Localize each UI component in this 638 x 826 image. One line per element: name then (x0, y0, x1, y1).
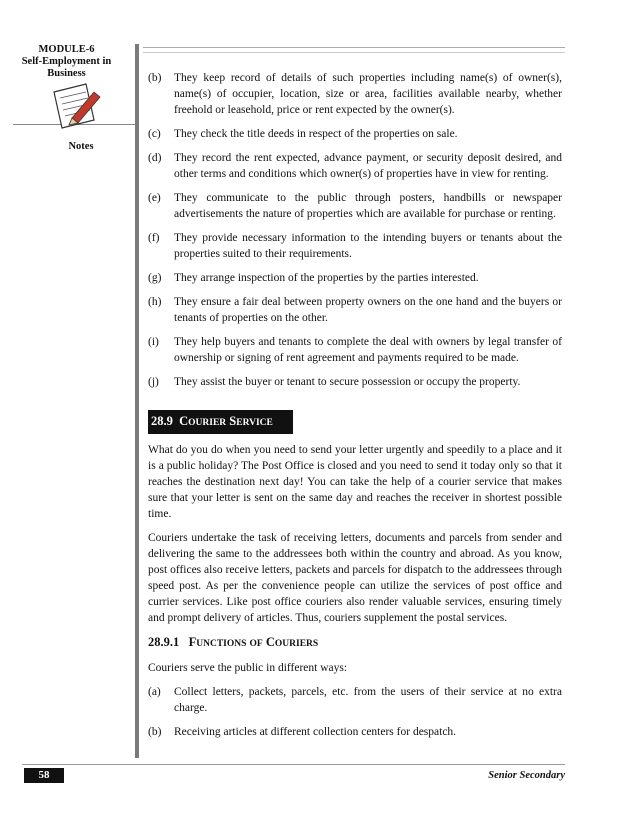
paragraph: What do you do when you need to send your letter urgently and speedily to a place and it is a public holiday? The Post Office is closed and you need to send it today only so that it reaches the destination next day! You can take the help of a courier service that makes sure that your letter is sent on the same day and reaches the receiver in shortest possible time. (148, 444, 562, 520)
section-heading: 28.9 COURIER SERVICE (148, 410, 293, 434)
paragraph: Couriers undertake the task of receiving letters, documents and parcels from sender and delivering the same to the addressees both within the country and abroad. As you know, post offices also receive letters, packets and parcels for dispatch to the addressees through speed post. As per the convenience people can utilize the services of post office and currier services. Like post office couriers also render valuable services, ensuring timely and prompt delivery of articles. Thus, couriers supplement the postal services. (148, 532, 562, 624)
subsection-heading: 28.9.1 FUNCTIONS OF COURIERS (148, 635, 319, 649)
list-item: (b) They keep record of details of such properties including name(s) of owner(s), name(s) of occupier, location, size or area, facilities available nearby, whether freehold or leasehold, price or rent expected by the owner(s). (148, 72, 562, 116)
list-item: (a) Collect letters, packets, parcels, etc. from the users of their service at no extra charge. (148, 686, 562, 714)
notes-label: Notes (68, 141, 94, 152)
list-item: (g) They arrange inspection of the properties by the parties interested. (148, 272, 479, 284)
notepad-pencil-icon (50, 82, 104, 132)
page-number: 58 (24, 768, 64, 783)
list-item: (d) They record the rent expected, advance payment, or security deposit desired, and other terms and conditions which owner(s) of properties have in view for renting. (148, 152, 562, 180)
list-item: (h) They ensure a fair deal between property owners on the one hand and the buyers or tenants of properties on the other. (148, 296, 562, 324)
header-rule (143, 47, 565, 48)
list-item: (b) Receiving articles at different collection centers for despatch. (148, 726, 457, 738)
list-item: (j) They assist the buyer or tenant to secure possession or occupy the property. (148, 376, 521, 388)
sidebar (0, 0, 135, 760)
header-rule-inner (143, 52, 565, 53)
list-item: (c) They check the title deeds in respect of the properties on sale. (148, 128, 458, 140)
footer-title: Senior Secondary (488, 770, 565, 781)
page-content (148, 70, 562, 748)
list-item: (f) They provide necessary information to the intending buyers or tenants about the properties suited to their requirements. (148, 232, 562, 260)
intro-text: Couriers serve the public in different ways: (148, 662, 348, 674)
module-label (0, 44, 133, 80)
module-title-line2: Business (47, 68, 86, 79)
margin-bar (135, 44, 139, 758)
module-number: MODULE-6 (38, 44, 95, 55)
list-item: (i) They help buyers and tenants to complete the deal with owners by legal transfer of ownership or signing of rent agreement and payments required to be made. (148, 336, 562, 364)
footer-rule (22, 764, 565, 765)
list-item: (e) They communicate to the public through posters, handbills or newspaper advertisements the nature of properties which are available for purchase or renting. (148, 192, 562, 220)
module-title-line1: Self-Employment in (21, 56, 112, 67)
